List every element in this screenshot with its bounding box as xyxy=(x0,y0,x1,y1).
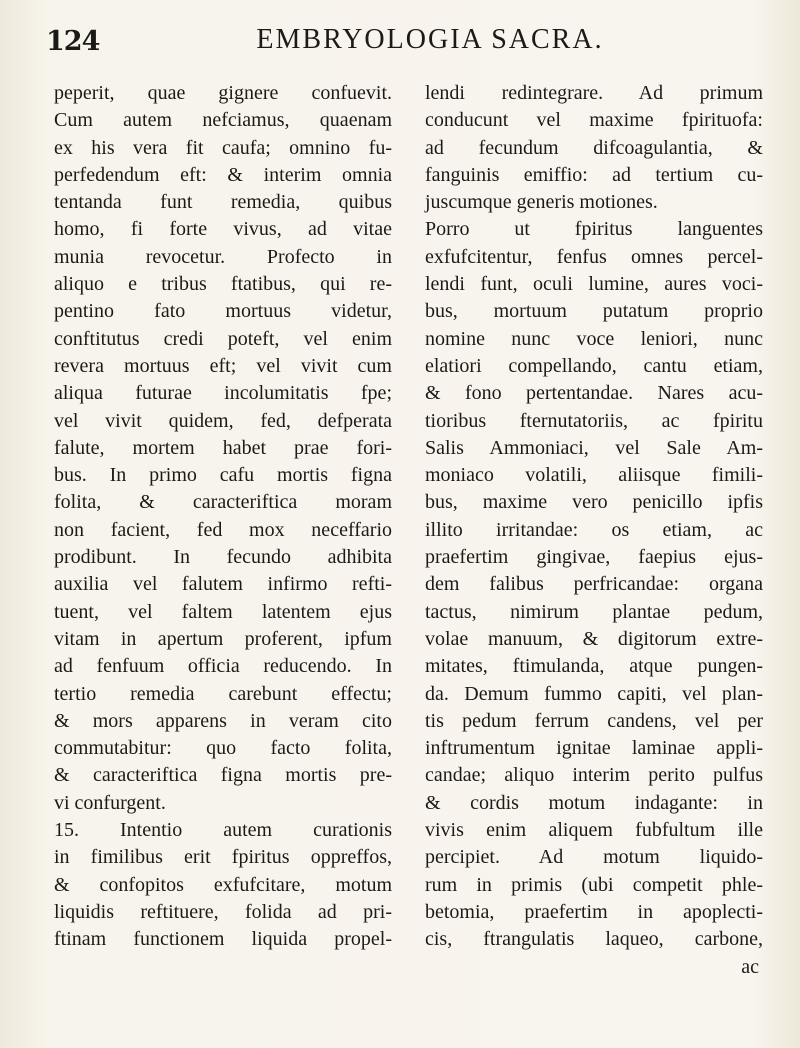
text-line: & mors apparens in veram cito xyxy=(54,709,392,732)
text-line: lendi redintegrare. Ad primum xyxy=(425,82,763,104)
text-line: ex his vera fit caufa; omnino fu- xyxy=(54,136,392,159)
text-line: liquidis reftituere, folida ad pri- xyxy=(54,900,392,923)
text-line: & caracteriftica figna mortis pre- xyxy=(54,764,392,787)
text-line: falute, mortem habet prae fori- xyxy=(54,436,392,459)
text-line: moniaco volatili, aliisque fimili- xyxy=(425,464,763,487)
text-line: 15. Intentio autem curationis xyxy=(54,819,392,842)
text-line: cis, ftrangulatis laqueo, carbone, xyxy=(425,928,763,951)
text-line: Porro ut fpiritus languentes xyxy=(425,218,763,241)
text-line: rum in primis (ubi competit phle- xyxy=(425,873,763,896)
text-line: auxilia vel falutem infirmo refti- xyxy=(54,573,392,596)
text-line: tuent, vel faltem latentem ejus xyxy=(54,600,392,623)
text-line: Cum autem nefciamus, quaenam xyxy=(54,109,392,132)
text-line: ac xyxy=(741,955,759,978)
text-line: lendi funt, oculi lumine, aures voci- xyxy=(425,273,763,296)
text-line: ad fecundum difcoagulantia, & xyxy=(425,136,763,159)
text-line: tioribus fternutatoriis, ac fpiritu xyxy=(425,409,763,432)
running-title: EMBRYOLOGIA SACRA. xyxy=(256,24,604,55)
text-line: Salis Ammoniaci, vel Sale Am- xyxy=(425,436,763,459)
text-line: aliqua futurae incolumitatis fpe; xyxy=(54,382,392,405)
text-line: conducunt vel maxime fpirituofa: xyxy=(425,109,763,132)
text-line: homo, fi forte vivus, ad vitae xyxy=(54,218,392,241)
text-line: ad fenfuum officia reducendo. In xyxy=(54,655,392,678)
text-line: non facient, fed mox neceffario xyxy=(54,518,392,541)
text-line: vitam in apertum proferent, ipfum xyxy=(54,627,392,650)
text-line: betomia, praefertim in apoplecti- xyxy=(425,900,763,923)
page-header xyxy=(40,18,740,58)
text-line: vivis enim aliquem fubfultum ille xyxy=(425,819,763,842)
text-line: folita, & caracteriftica moram xyxy=(54,491,392,514)
left-text-column xyxy=(54,80,392,954)
text-line: bus. In primo cafu mortis figna xyxy=(54,464,392,487)
text-line: tactus, nimirum plantae pedum, xyxy=(425,600,763,623)
text-line: mitates, ftimulanda, atque pungen- xyxy=(425,655,763,678)
text-line: tertio remedia carebunt effectu; xyxy=(54,682,392,705)
text-line: ftinam functionem liquida propel- xyxy=(54,928,392,951)
text-line: da. Demum fummo capiti, vel plan- xyxy=(425,682,763,705)
text-line: & fono pertentandae. Nares acu- xyxy=(425,382,763,405)
text-line: percipiet. Ad motum liquido- xyxy=(425,846,763,869)
text-line: dem falibus perfricandae: organa xyxy=(425,573,763,596)
text-line: munia revocetur. Profecto in xyxy=(54,245,392,268)
text-line: exfufcitentur, fenfus omnes percel- xyxy=(425,245,763,268)
text-line: vel vivit quidem, fed, defperata xyxy=(54,409,392,432)
text-line: revera mortuus eft; vel vivit cum xyxy=(54,354,392,377)
text-line: fanguinis emiffio: ad tertium cu- xyxy=(425,163,763,186)
text-line: pentino fato mortuus videtur, xyxy=(54,300,392,323)
text-line: perfedendum eft: & interim omnia xyxy=(54,163,392,186)
text-line: illito irritandae: os etiam, ac xyxy=(425,518,763,541)
text-line: prodibunt. In fecundo adhibita xyxy=(54,546,392,569)
text-line: conftitutus credi poteft, vel enim xyxy=(54,327,392,350)
text-line: bus, maxime vero penicillo ipfis xyxy=(425,491,763,514)
text-line: nomine nunc voce leniori, nunc xyxy=(425,327,763,350)
text-line: inftrumentum ignitae laminae appli- xyxy=(425,737,763,760)
text-line: juscumque generis motiones. xyxy=(425,191,658,214)
page-number: 124 xyxy=(46,26,100,57)
text-line: & cordis motum indagante: in xyxy=(425,791,763,814)
text-line: peperit, quae gignere confuevit. xyxy=(54,82,392,104)
right-text-column xyxy=(425,80,763,981)
text-line: tis pedum ferrum candens, vel per xyxy=(425,709,763,732)
text-line: bus, mortuum putatum proprio xyxy=(425,300,763,323)
text-line: vi confurgent. xyxy=(54,791,166,814)
text-line: & confopitos exfufcitare, motum xyxy=(54,873,392,896)
text-line: praefertim gingivae, faepius ejus- xyxy=(425,546,763,569)
text-line: commutabitur: quo facto folita, xyxy=(54,737,392,760)
text-line: elatiori compellando, cantu etiam, xyxy=(425,354,763,377)
text-line: tentanda funt remedia, quibus xyxy=(54,191,392,214)
text-line: candae; aliquo interim perito pulfus xyxy=(425,764,763,787)
text-line: aliquo e tribus ftatibus, qui re- xyxy=(54,273,392,296)
text-line: in fimilibus erit fpiritus oppreffos, xyxy=(54,846,392,869)
text-line: volae manuum, & digitorum extre- xyxy=(425,627,763,650)
